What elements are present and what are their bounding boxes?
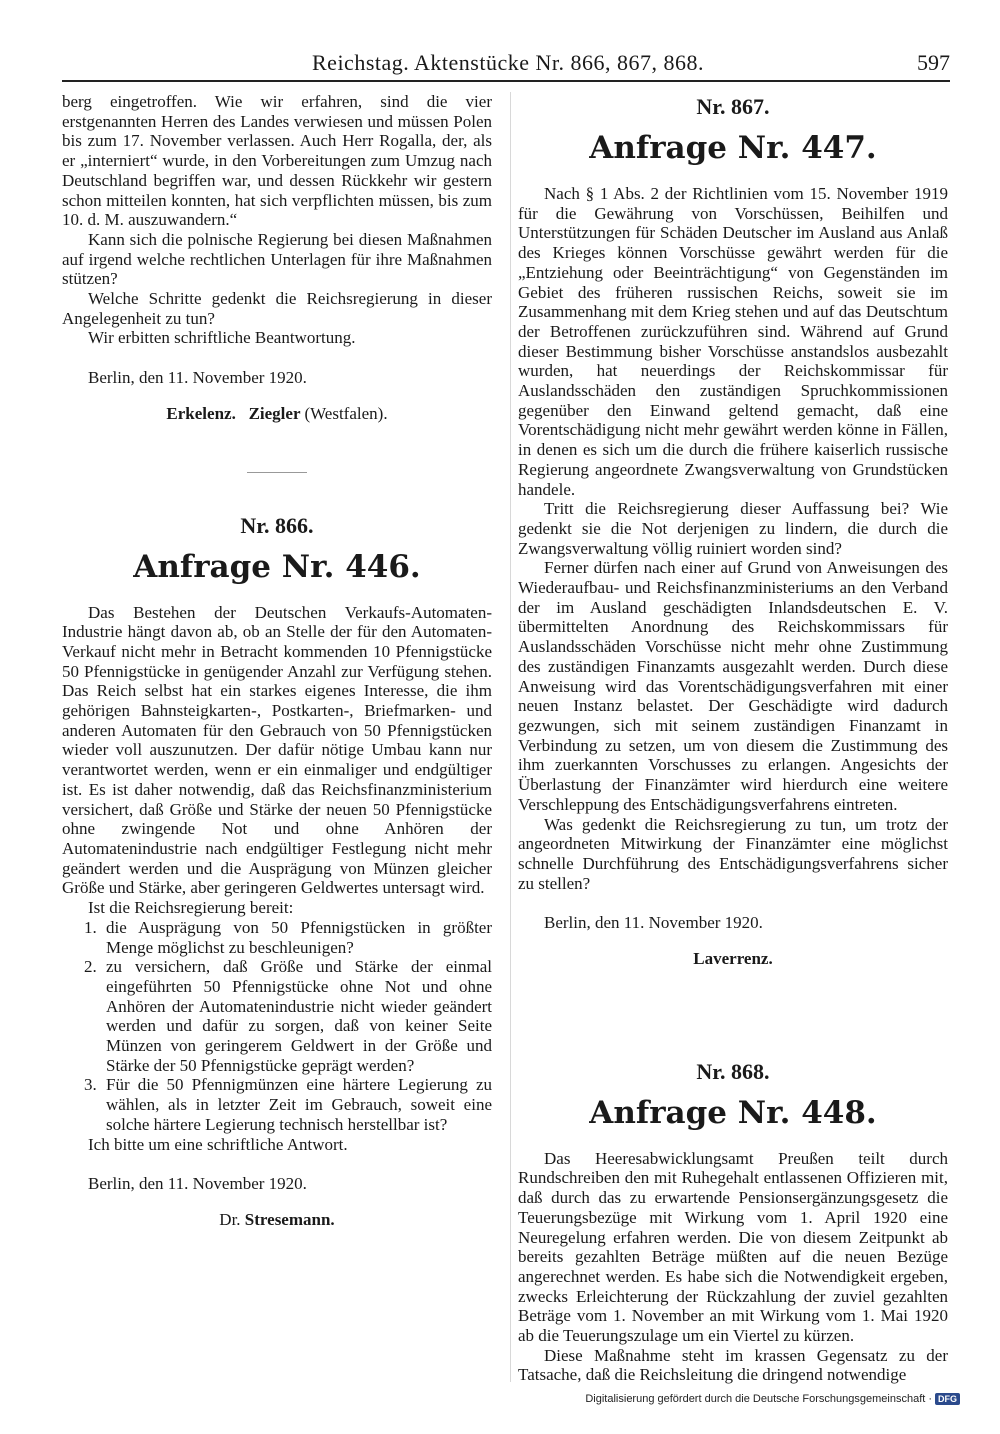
signature (62, 404, 492, 424)
document-title: Anfrage Nr. 448. (589, 1094, 877, 1131)
body-paragraph: Was gedenkt die Reichsregierung zu tun, um trotz der angeordneten Mitwirkung der Finanzämter eine möglichst schnelle Durchführung des Entschädigungsverfahrens sicher zu stellen? (518, 814, 948, 893)
document-title: Anfrage Nr. 447. (589, 130, 877, 166)
signature-name: Laverrenz. (693, 949, 773, 969)
document-number: Nr. 868. (696, 1058, 770, 1084)
body-paragraph: Diese Maßnahme steht im krassen Gegensatz zu der Tatsache, daß die Reichsleitung die dringend notwendige (518, 1345, 948, 1385)
document-title: Anfrage Nr. 446. (133, 548, 421, 585)
continued-paragraph: berg eingetroffen. Wie wir erfahren, sind die vier erstgenannten Herren des Landes verwiesen und müssen Polen bis zum 17. November verlassen. Auch Herr Rogalla, der, als er „interniert“ wurde, in den Vorbereitungen zum Umzug nach Deutschland begriffen war, und dessen Rückkehr wir gestern schon mitteilen konnten, hat sich verpflichten müssen, bis zum 10. d. M. auszuwandern.“ (62, 92, 492, 230)
question-paragraph: Welche Schritte gedenkt die Reichsregierung in dieser Angelegenheit zu tun? (62, 289, 492, 328)
signature-name: Erkelenz. (166, 403, 236, 423)
list-item-text: die Ausprägung von 50 Pfennigstücken in größter Menge möglichst zu beschleunigen? (106, 917, 492, 957)
list-item-number: 3. (84, 1075, 97, 1095)
list-item (62, 918, 492, 957)
body-paragraph: Das Bestehen der Deutschen Verkaufs-Automaten-Industrie hängt davon ab, ob an Stelle der für den Automaten-Verkauf nicht mehr in Betracht kommenden 10 Pfennigstücke 50 Pfennigstücke in genügender Anzahl zur Verfügung stehen. Das Reich selbst hat ein starkes eigenes Interesse, die ihm gehörigen Bahnsteigkarten-, Postkarten-, Briefmarken- und anderen Automaten für den Gebrauch von 50 Pfennigstücken wieder voll auszunutzen. Der dafür nötige Umbau kann nur verantwortet werden, wenn er ein einmaliger und endgültiger ist. Es ist daher notwendig, daß das Reichsfinanzministerium versichert, daß Größe und Stärke der neuen 50 Pfennigstücke ohne zwingende Not und ohne Anhören der Automatenindustrie nach endgültiger Festlegung nicht mehr geändert werden und die Ausprägung von Münzen gleicher Größe und Stärke, aber geringeren Geldwertes untersagt wird. (62, 602, 492, 898)
list-item-number: 2. (84, 957, 97, 977)
list-item-number: 1. (84, 917, 97, 937)
page-number: 597 (917, 50, 950, 75)
list-item (62, 957, 492, 1075)
signature (518, 949, 948, 969)
body-paragraph: Nach § 1 Abs. 2 der Richtlinien vom 15. November 1919 für die Gewährung von Vorschüssen, Beihilfen und Unterstützungen für Schäden Deutscher im Ausland aus Anlaß des Krieges können Vorschüsse gewährt werden für die „Entziehung oder Beeinträchtigung“ von Gegenständen im Gebiet des früheren russischen Reichs, soweit sie im Zusammenhang mit dem Krieg stehen und auf das Deutschtum der Betroffenen zurückzuführen sind. Während auf Grund dieser Bestimmung bisher Vorschüsse anstandslos ausbezahlt wurden, hat neuerdings der Reichskommissar für Auslandsschäden den zuständigen Spruchkommissionen gegenüber den Einwand geltend gemacht, daß eine Vorentschädigung nicht mehr gewährt werden könne in Fällen, in denen es sich um die durch die frühere kaiserlich russische Regierung angeordnete Zwangsverwaltung von Grundstücken handele. (518, 184, 948, 499)
body-paragraph: Das Heeresabwicklungsamt Preußen teilt durch Rundschreiben den mit Ruhegehalt entlassenen Offizieren mit, daß durch das zu erwartende Pensionsergänzungsgesetz die Teuerungsbezüge mit Wirkung vom 1. April 1920 eine Neuregelung erfahren werden. Die von diesem Zeitpunkt ab bereits gezahlten Beträge müßten auf die neuen Bezüge angerechnet werden. Es habe sich die Notwendigkeit ergeben, zwecks Erleichterung der Rückzahlung der zuviel gezahlten Beträge vom 1. November an mit Wirkung vom 1. Mai 1920 ab die Teuerungszulage um ein Viertel zu kürzen. (518, 1148, 948, 1346)
left-column (62, 92, 492, 1230)
dfg-logo-icon: DFG (935, 1393, 960, 1405)
column-divider (510, 92, 511, 1382)
section-divider (247, 472, 307, 473)
header-title: Reichstag. Aktenstücke Nr. 866, 867, 868. (312, 50, 705, 75)
signature-name: Stresemann. (244, 1209, 335, 1229)
signature-name: Ziegler (248, 403, 301, 423)
document-number: Nr. 867. (696, 94, 770, 119)
signature-region: (Westfalen). (304, 403, 388, 423)
request-line: Ich bitte um eine schriftliche Antwort. (88, 1134, 348, 1154)
footer-text: Digitalisierung gefördert durch die Deutsche Forschungsgemeinschaft (585, 1393, 926, 1405)
page-header (62, 44, 950, 82)
request-line: Wir erbitten schriftliche Beantwortung. (88, 328, 356, 348)
list-item (62, 1075, 492, 1134)
list-item-text: zu versichern, daß Größe und Stärke der einmal eingeführten 50 Pfennigstücke ohne Not und ohne Anhören der Automatenindustrie nicht wieder geändert werden und dafür zu sorgen, daß von keiner Seite Münzen von geringerem Geldwert in der Größe und Stärke der 50 Pfennigstücke geprägt werden? (106, 957, 492, 1075)
list-item-text: Für die 50 Pfennigmünzen eine härtere Legierung zu wählen, als in letzter Zeit im Gebrauch, soweit eine solche härtere Legierung technisch herstellbar ist? (106, 1075, 492, 1134)
right-column (518, 92, 948, 1385)
question-list (62, 918, 492, 1135)
body-paragraph: Tritt die Reichsregierung dieser Auffassung bei? Wie gedenkt sie die Not derjenigen zu lindern, die durch die Zwangsverwaltung völlig ruiniert worden sind? (518, 499, 948, 558)
digitization-footer: Digitalisierung gefördert durch die Deutsche Forschungsgemeinschaft · DFG (585, 1393, 960, 1405)
date-line: Berlin, den 11. November 1920. (88, 368, 307, 388)
question-paragraph: Kann sich die polnische Regierung bei diesen Maßnahmen auf irgend welche rechtlichen Unterlagen für ihre Maßnahmen stützen? (62, 229, 492, 289)
document-number: Nr. 866. (240, 512, 314, 538)
signature-title: Dr. (219, 1209, 241, 1229)
date-line: Berlin, den 11. November 1920. (544, 913, 763, 933)
date-line: Berlin, den 11. November 1920. (88, 1174, 307, 1194)
body-paragraph: Ferner dürfen nach einer auf Grund von Anweisungen des Wiederaufbau- und Reichsfinanzministeriums an den Verband der im Ausland geschädigten Inlandsdeutschen E. V. übermittelten Anordnung des Reichskommissars für Auslandsschäden Vorschüsse nicht mehr ohne Zustimmung des zuständigen Finanzamts ausgezahlt werden. Durch diese Anweisung wird das Vorentschädigungsverfahren mit einer neuen Instanz belastet. Der Geschädigte wird dadurch gezwungen, sich mit seinem zuständigen Finanzamt in Verbindung zu setzen, um von diesem die Zustimmung des ihm zuerkannten Vorschusses zu erlangen. Angesichts der Überlastung der Finanzämter wird hierdurch eine weitere Verschleppung des Entschädigungsverfahrens eintreten. (518, 558, 948, 814)
list-intro: Ist die Reichsregierung bereit: (88, 898, 294, 918)
signature (62, 1210, 492, 1230)
